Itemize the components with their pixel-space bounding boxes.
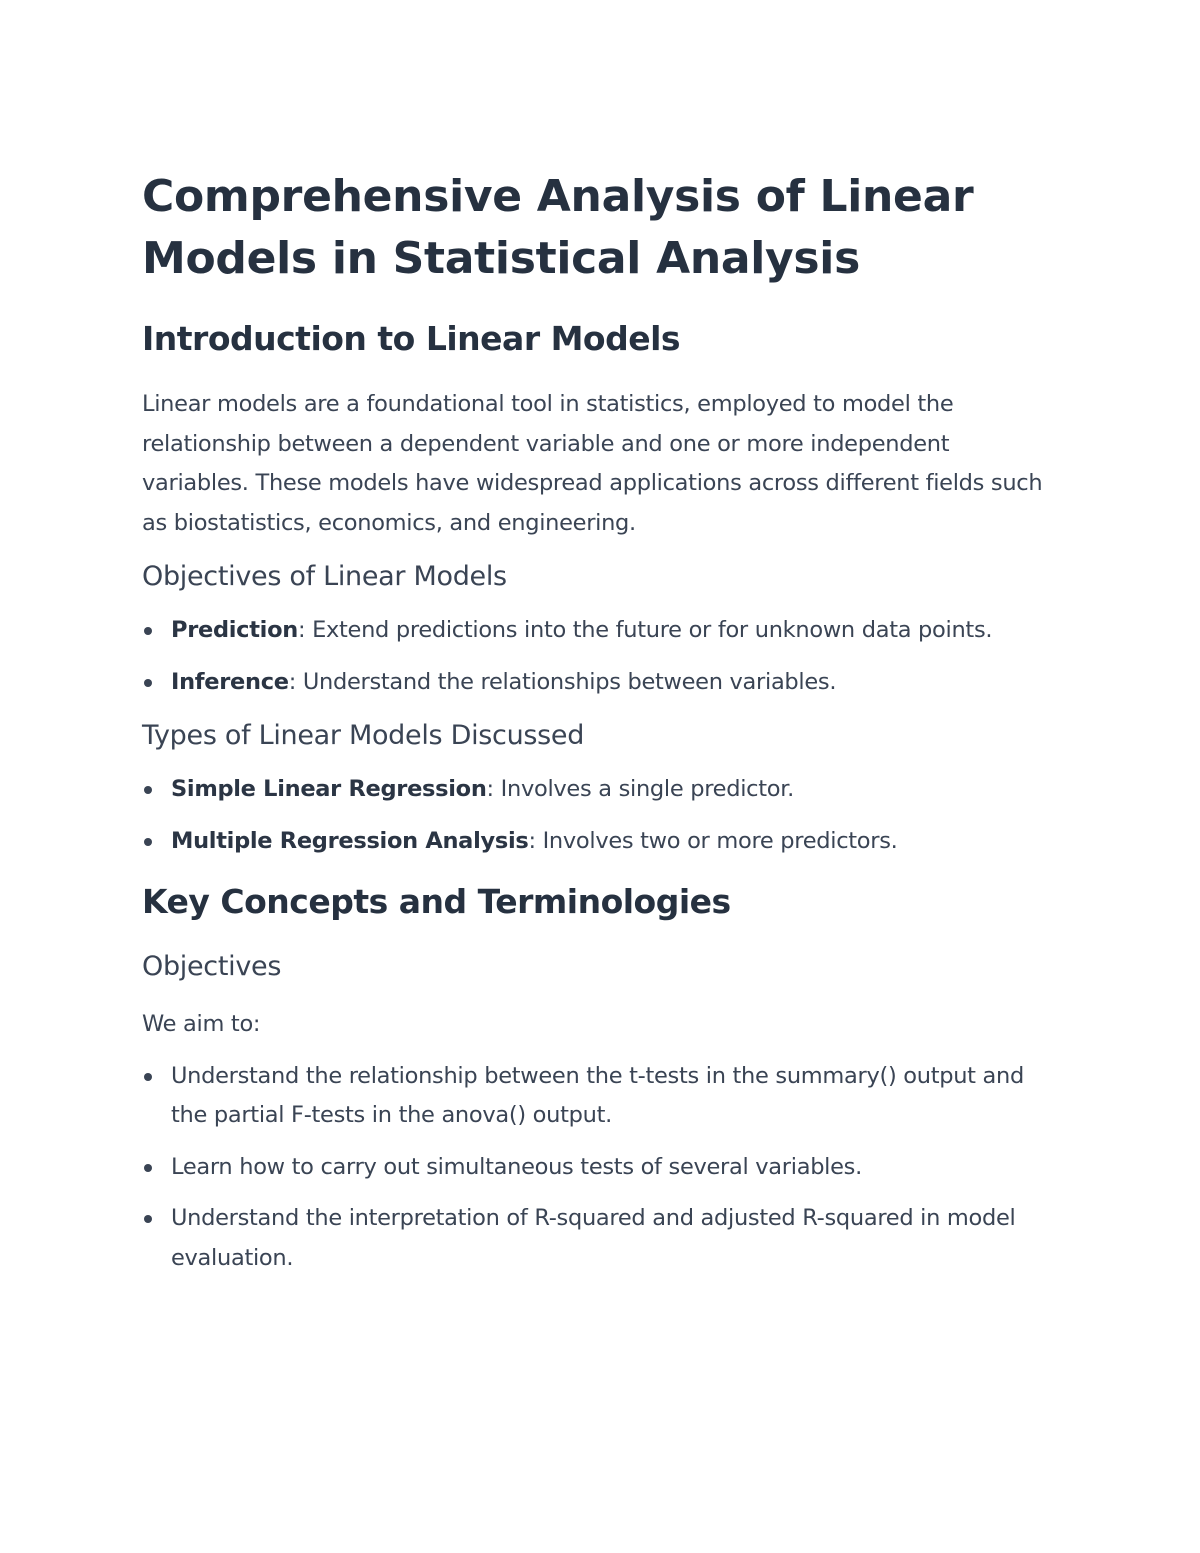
list-item [142, 663, 1062, 703]
list-item-term: Simple Linear Regression [171, 776, 487, 802]
bullet-icon [144, 1073, 152, 1081]
bullet-icon [144, 679, 152, 687]
subsection-heading-types-of-linear-models: Types of Linear Models Discussed [142, 720, 585, 751]
list-item [142, 1199, 1062, 1278]
list-item-text: : Understand the relationships between variables. [288, 668, 837, 695]
list-item-term: Prediction [171, 617, 298, 643]
list-item-text: Understand the relationship between the t-tests in the summary() output and the partial F-tests in the anova() output. [171, 1062, 1024, 1128]
bullet-icon [144, 786, 152, 794]
subsection-heading-objectives-of-linear-models: Objectives of Linear Models [142, 561, 507, 592]
objectives-lead: We aim to: [142, 1011, 261, 1037]
aims-list [142, 1057, 1062, 1279]
list-item-term: Multiple Regression Analysis [171, 827, 529, 854]
list-item [142, 1057, 1062, 1136]
list-item [142, 770, 1062, 810]
list-item-text: Learn how to carry out simultaneous tests of several variables. [171, 1153, 862, 1180]
list-item-term: Inference [171, 668, 289, 695]
document-title: Comprehensive Analysis of Linear Models in Statistical Analysis [142, 171, 974, 284]
subsection-heading-objectives: Objectives [142, 951, 282, 982]
bullet-icon [144, 1164, 152, 1172]
list-item [142, 822, 1062, 862]
document-page [142, 166, 1062, 1278]
list-item-text: : Extend predictions into the future or for unknown data points. [297, 617, 993, 643]
bullet-icon [144, 1215, 152, 1223]
objectives-list [142, 611, 1062, 702]
types-list [142, 770, 1062, 861]
list-item [142, 1148, 1062, 1188]
intro-paragraph: Linear models are a foundational tool in statistics, employed to model the relationship between a dependent variable and one or more independent variables. These models have widespread applications across different fields such as biostatistics, economics, and engineering. [142, 391, 1043, 536]
list-item-text: : Involves a single predictor. [486, 776, 794, 802]
bullet-icon [144, 838, 152, 846]
section-heading-key-concepts: Key Concepts and Terminologies [142, 882, 731, 921]
list-item-text: : Involves two or more predictors. [528, 827, 898, 854]
section-heading-introduction: Introduction to Linear Models [142, 319, 681, 358]
list-item [142, 611, 1062, 651]
bullet-icon [144, 627, 152, 635]
list-item-text: Understand the interpretation of R-squared and adjusted R-squared in model evaluation. [171, 1205, 1016, 1271]
